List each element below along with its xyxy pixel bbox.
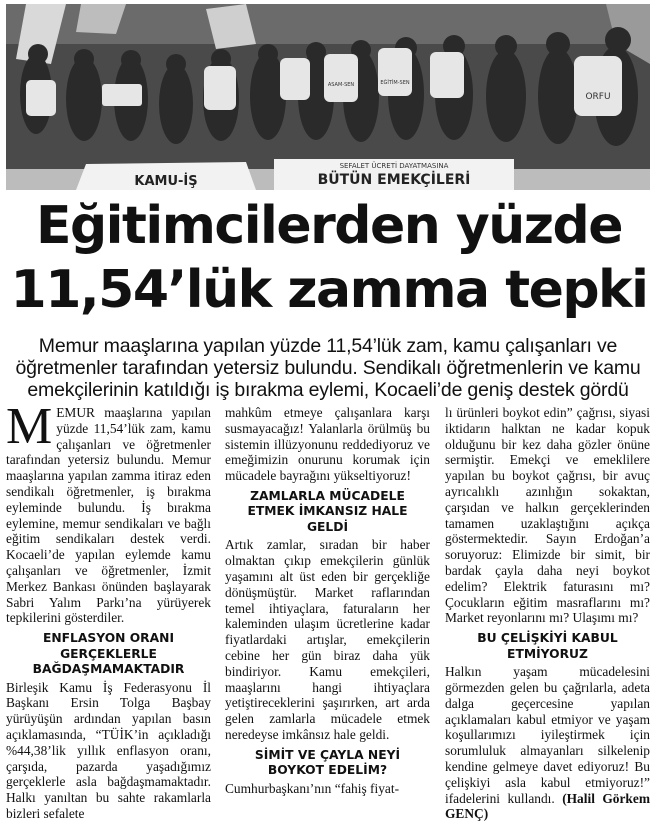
paragraph: Birleşik Kamu İş Federasyonu İl Başkanı Ersin Tolga Başbay yürüyüşün ardından yapılan basın açıklamasında, “TÜİK’in açıkladığı %44,38’lik yıllık enflasyon oranı, çarşıda, pazarda yaşadığımız gerçeklerle asla bağdaşmamaktadır. Halkı yanıltan bu sahte rakamlarla bizleri sefalete <box>6 679 211 822</box>
paragraph: Cumhurbaşkanı’nın “fahiş fiyat- <box>225 780 400 796</box>
closing-paragraph <box>445 664 650 822</box>
headline-line1: Eğitimcilerden yüzde <box>35 196 623 256</box>
paragraph: Artık zamlar, sıradan bir haber olmaktan çıkıp emekçilerin günlük yaşamını alt üst eden bir gerçekliğe dönüşmüştür. Market raflarından temel ihtiyaçlara, faturaların her kaleminden ulaşım ücretlerine kadar fiyatlardaki artışlar, emekçilerin cebine her gün biraz daha yük bindiriyor. Kamu emekçileri, maaşlarını hangi ihtiyaçlara yetiştireceklerini şaşırırken, art arda gelen zamlarla mücadele etmek neredeyse imkânsız hale geldi. <box>225 537 430 743</box>
vest-label-3: ORFU <box>585 92 611 102</box>
banner-bottom-small: SEFALET ÜCRETİ DAYATMASINA <box>339 162 449 170</box>
paragraph: mahkûm etmeye çalışanlara karşı susmayacağız! Yalanlarla örülmüş bu sistemin illüzyonunu reddediyoruz ve emeğimizin onurunu korumak için mücadele bayrağını yükseltiyoruz! <box>225 405 430 484</box>
drop-cap: M <box>6 398 53 455</box>
closing-text: Halkın yaşam mücadelesini görmezden gelen bu çağrılarla, adeta dalga geçercesine yapılan açıklamaları kabul etmiyor ve yaşam koşullarımızı iyileştirmek için sorumluluk almayanları silkelenip kendine gelmeye davet ediyoruz! Bu çelişkiyi asla kabul etmiyoruz!” ifadelerini kullandı. <box>445 664 650 806</box>
protest-photo-illustration <box>6 4 650 190</box>
banner-bottom: BÜTÜN EMEKÇİLERİ <box>317 172 471 188</box>
article-column-2 <box>225 405 430 797</box>
article-column-1 <box>6 398 211 822</box>
vest-label-2: EĞİTİM-SEN <box>380 80 410 86</box>
article-column-3 <box>445 405 650 822</box>
headline <box>8 194 650 322</box>
protest-photo <box>6 4 650 190</box>
intro-paragraph <box>6 398 211 626</box>
banner-kamu-is: KAMU-İŞ <box>134 174 198 189</box>
subheading-price-hikes: ZAMLARLA MÜCADELE ETMEK İMKANSIZ HALE GELDİ <box>247 488 408 534</box>
author-signature: (Halil Görkem GENÇ) <box>445 790 650 822</box>
vest-label-1: ASAM-SEN <box>327 82 355 88</box>
subheading-inflation: ENFLASYON ORANI GERÇEKLERLE BAĞDAŞMAMAKTADIR <box>32 631 185 677</box>
subheading-boycott: SİMİT VE ÇAYLA NEYİ BOYKOT EDELİM? <box>254 747 401 778</box>
intro-text: EMUR maaşlarına yapılan yüzde 11,54’lük zam, kamu çalışanları ve öğretmenler tarafından yetersiz bulundu. Memur maaşlarına yapılan zamma itiraz eden sendikalı öğretmenler, iş bırakma eyleminde bulundu. İş bırakma eylemine, memur sendikaları ve bağlı eğitim sendikaları destek verdi. Kocaeli’de yapılan eylemde kamu çalışanları ve öğretmenler, İzmit Merkez Bankası önünden başlayarak Sabri Yalım Parkı’na yürüyerek tepkilerini gösterdiler. <box>6 405 211 626</box>
headline-line2: 11,54’lük zamma tepki <box>10 260 648 320</box>
paragraph: lı ürünleri boykot edin” çağrısı, siyasi iktidarın halktan ne kadar kopuk olduğunu bir kez daha gözler önüne sermiştir. Emekçi ve emeklilere yapılan bu boykot çağrısı, bir avuç ayrıcalıklı azınlığın sokaktan, çarşıdan ve halkın gerçeklerinden tamamen uzaklaştığını açıkça göstermektedir. Sayın Erdoğan’a soruyoruz: Elimizde bir simit, bir bardak çayla daha neyi boykot edelim? Elektrik faturasını mı? Çocukların eğitim masraflarını mı? Market reyonlarını mı? Ulaşımı mı? <box>445 405 650 626</box>
deck-summary: Memur maaşlarına yapılan yüzde 11,54’lük zam, kamu çalışanları ve öğretmenler tarafından yetersiz bulundu. Sendikalı öğretmenlerin ve kamu emekçilerinin katıldığı iş bırakma eylemi, Kocaeli’de geniş destek gördü <box>15 335 641 401</box>
subheading-contradiction: BU ÇELİŞKİYİ KABUL ETMİYORUZ <box>477 631 618 661</box>
